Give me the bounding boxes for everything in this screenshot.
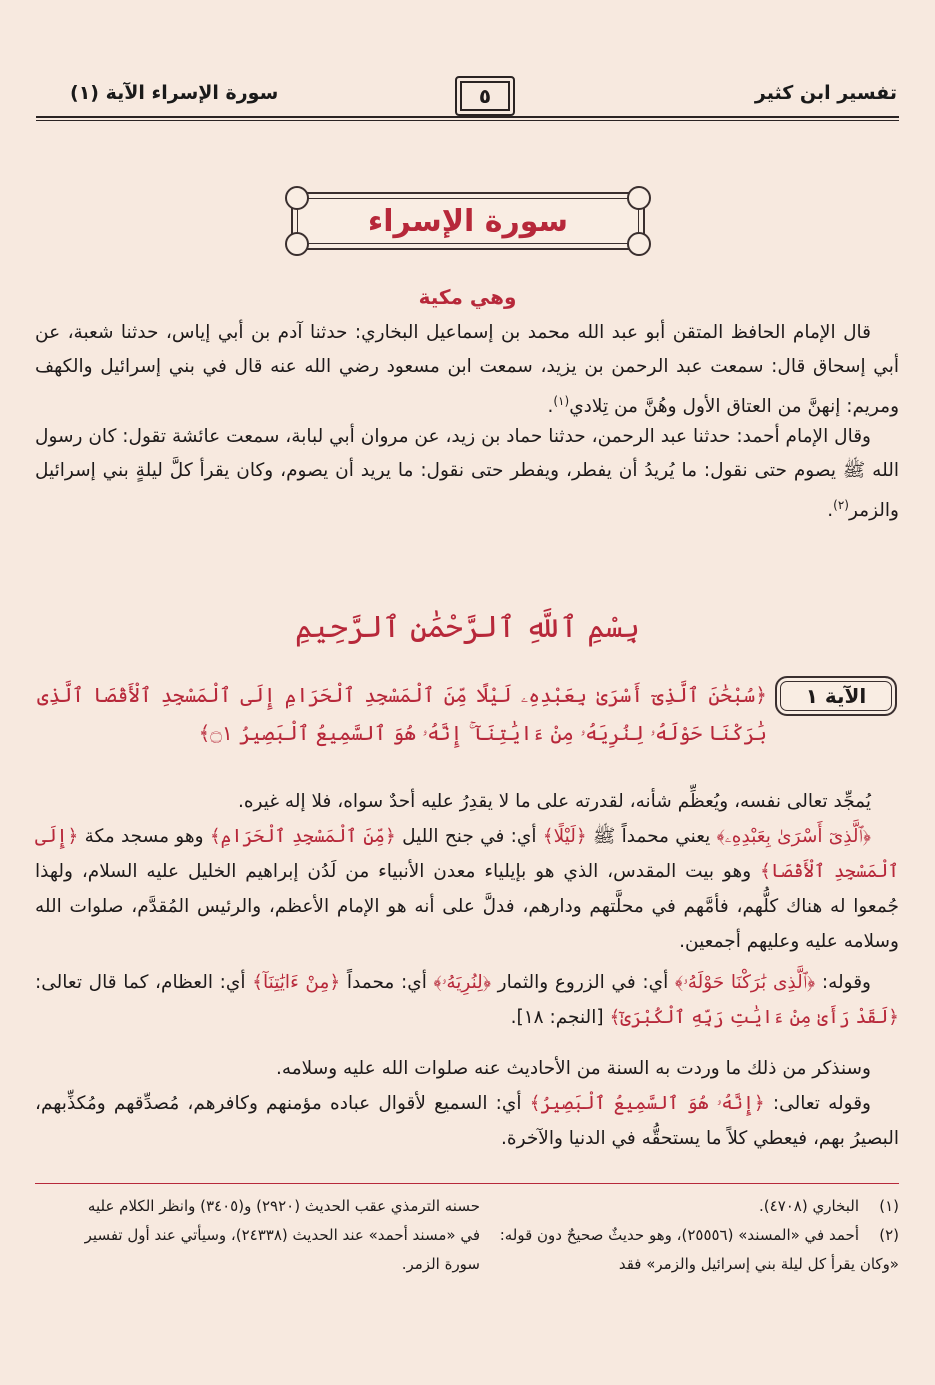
- footnote-ref-2: (٢): [833, 498, 849, 512]
- tafsir-paragraph-4: وسنذكر من ذلك ما وردت به السنة من الأحاديث عنه صلوات الله عليه وسلامه.: [275, 1058, 871, 1079]
- frame-corner-ornament: [285, 232, 309, 256]
- text: أي: في جنح الليل: [395, 826, 543, 847]
- intro-paragraph-2: [35, 420, 899, 528]
- page-number-box: [455, 76, 515, 116]
- quote: ﴿لَقَدْ رَأَىٰ مِنْ ءَايَٰتِ رَبِّهِ ٱلْكُبْرَىٰٓ﴾: [609, 1007, 899, 1028]
- period: .: [547, 396, 554, 418]
- ayah-text: ﴿سُبْحَٰنَ ٱلَّذِىٓ أَسْرَىٰ بِعَبْدِهِۦ لَيْلًا مِّنَ ٱلْمَسْجِدِ ٱلْحَرَامِ إِلَى ٱلْمَسْجِدِ ٱلْأَقْصَا ٱلَّذِى بَٰرَكْنَا حَوْلَهُۥ لِنُرِيَهُۥ مِنْ ءَايَٰتِنَآ ۚ إِنَّهُۥ هُوَ ٱلسَّمِيعُ ٱلْبَصِيرُ ۝١﴾: [37, 683, 767, 745]
- text: يعني محمداً ﷺ: [586, 826, 717, 847]
- footnote-number: (٢): [879, 1226, 899, 1244]
- footnote-text: البخاري (٤٧٠٨).: [759, 1197, 859, 1215]
- header-divider: [36, 116, 899, 118]
- footnotes-column-right: [479, 1192, 899, 1279]
- footnotes-column-left: [70, 1192, 480, 1279]
- text: أي: في الزروع والثمار: [491, 972, 675, 993]
- header-section-title: سورة الإسراء الآية (١): [70, 82, 279, 104]
- footnote-2-continued: حسنه الترمذي عقب الحديث (٢٩٢٠) و(٣٤٠٥) وانظر الكلام عليه في «مسند أحمد» عند الحديث (٢٤٣٣٨)، وسيأتي عند أول تفسير سورة الزمر.: [84, 1197, 480, 1273]
- frame-corner-ornament: [627, 232, 651, 256]
- footnote-divider: [35, 1183, 899, 1184]
- frame-corner-ornament: [285, 186, 309, 210]
- header-book-title: تفسير ابن كثير: [754, 82, 897, 104]
- period: .: [827, 500, 834, 522]
- page-number: ٥: [478, 84, 492, 108]
- text: وهو مسجد مكة: [78, 826, 210, 847]
- quote: ﴿ٱلَّذِى بَٰرَكْنَا حَوْلَهُۥ﴾: [674, 972, 816, 993]
- quote: ﴿ٱلَّذِىٓ أَسْرَىٰ بِعَبْدِهِۦ﴾: [716, 826, 871, 847]
- quote: ﴿إِلَى ٱلْمَسْجِدِ ٱلْأَقْصَا﴾: [35, 826, 899, 882]
- ayah-label-box: [775, 676, 897, 716]
- text: وقوله تعالى:: [764, 1093, 871, 1114]
- frame-corner-ornament: [627, 186, 651, 210]
- surah-title-frame: [291, 192, 645, 250]
- quote: ﴿مِنْ ءَايَٰتِنَآ﴾: [252, 972, 341, 993]
- surah-title: سورة الإسراء: [367, 203, 569, 239]
- footnote-text: أحمد في «المسند» (٢٥٥٥٦)، وهو حديثٌ صحيحٌ دون قوله: «وكان يقرأ كل ليلة بني إسرائيل والزمر» فقد: [499, 1226, 899, 1273]
- tafsir-paragraph-3: [35, 965, 899, 1035]
- footnote-ref-1: (١): [553, 394, 570, 408]
- tafsir-paragraph-2: [35, 819, 899, 959]
- quote: ﴿إِنَّهُۥ هُوَ ٱلسَّمِيعُ ٱلْبَصِيرُ﴾: [529, 1093, 765, 1114]
- tafsir-paragraph-5: [35, 1086, 899, 1156]
- footnote-number: (١): [879, 1197, 899, 1215]
- intro-text-2: وقال الإمام أحمد: حدثنا عبد الرحمن، حدثنا حماد بن زيد، عن مروان أبي لبابة، سمعت عائشة تقول: كان رسول الله ﷺ يصوم حتى نقول: ما يُريدُ أن يفطر، ويفطر حتى نقول: ما يريد أن يصوم، وكان يقرأ كلَّ ليلةٍ بني إسرائيل والزمر: [35, 426, 899, 522]
- ayah-label: الآية ١: [805, 684, 867, 708]
- quote: ﴿لَيْلًا﴾: [542, 826, 587, 847]
- tafsir-paragraph-1: يُمجِّد تعالى نفسه، ويُعظِّم شأنه، لقدرته على ما لا يقدِرُ عليه أحدٌ سواه، فلا إله غيره.: [237, 791, 871, 812]
- surah-subtitle: وهي مكية: [418, 285, 517, 309]
- quote: ﴿لِنُرِيَهُۥ﴾: [433, 972, 492, 993]
- basmala: بِسْمِ ٱللَّهِ ٱلرَّحْمَٰنِ ٱلرَّحِيمِ: [294, 610, 640, 645]
- text: وقوله:: [815, 972, 871, 993]
- text: وهو بيت المقدس، الذي هو بإيلياء معدن الأنبياء من لَدُن إبراهيم الخليل عليه السلام، ولهذا جُمعوا له هناك كلُّهم، فأمَّهم في محلَّتهم ودارهم، فدلَّ على أنه هو الإمام الأعظم، والرئيس المُقدَّم، صلوات الله وسلامه عليه وعليهم أجمعين.: [35, 861, 899, 952]
- footnote-1: [479, 1192, 899, 1221]
- text: [النجم: ١٨].: [510, 1007, 610, 1028]
- intro-text-1: قال الإمام الحافظ المتقن أبو عبد الله محمد بن إسماعيل البخاري: حدثنا آدم بن أبي إياس، حدثنا شعبة، عن أبي إسحاق قال: سمعت عبد الرحمن بن يزيد، سمعت ابن مسعود رضي الله عنه قال في بني إسرائيل والكهف ومريم: إنهنَّ من العتاق الأول وهُنَّ من تِلادي: [35, 322, 899, 418]
- quote: ﴿مِّنَ ٱلْمَسْجِدِ ٱلْحَرَامِ﴾: [209, 826, 396, 847]
- intro-paragraph-1: [35, 316, 899, 424]
- text: أي: العظام، كما قال تعالى:: [35, 972, 253, 993]
- text: أي: السميع لأقوال عباده مؤمنهم وكافرهم، مُصدِّقهم ومُكذِّبهم، البصيرُ بهم، فيعطي كلاً ما يستحقُّه في الدنيا والآخرة.: [35, 1093, 899, 1149]
- text: أي: محمداً: [340, 972, 434, 993]
- footnote-2: [479, 1221, 899, 1279]
- header-divider-thin: [36, 120, 899, 121]
